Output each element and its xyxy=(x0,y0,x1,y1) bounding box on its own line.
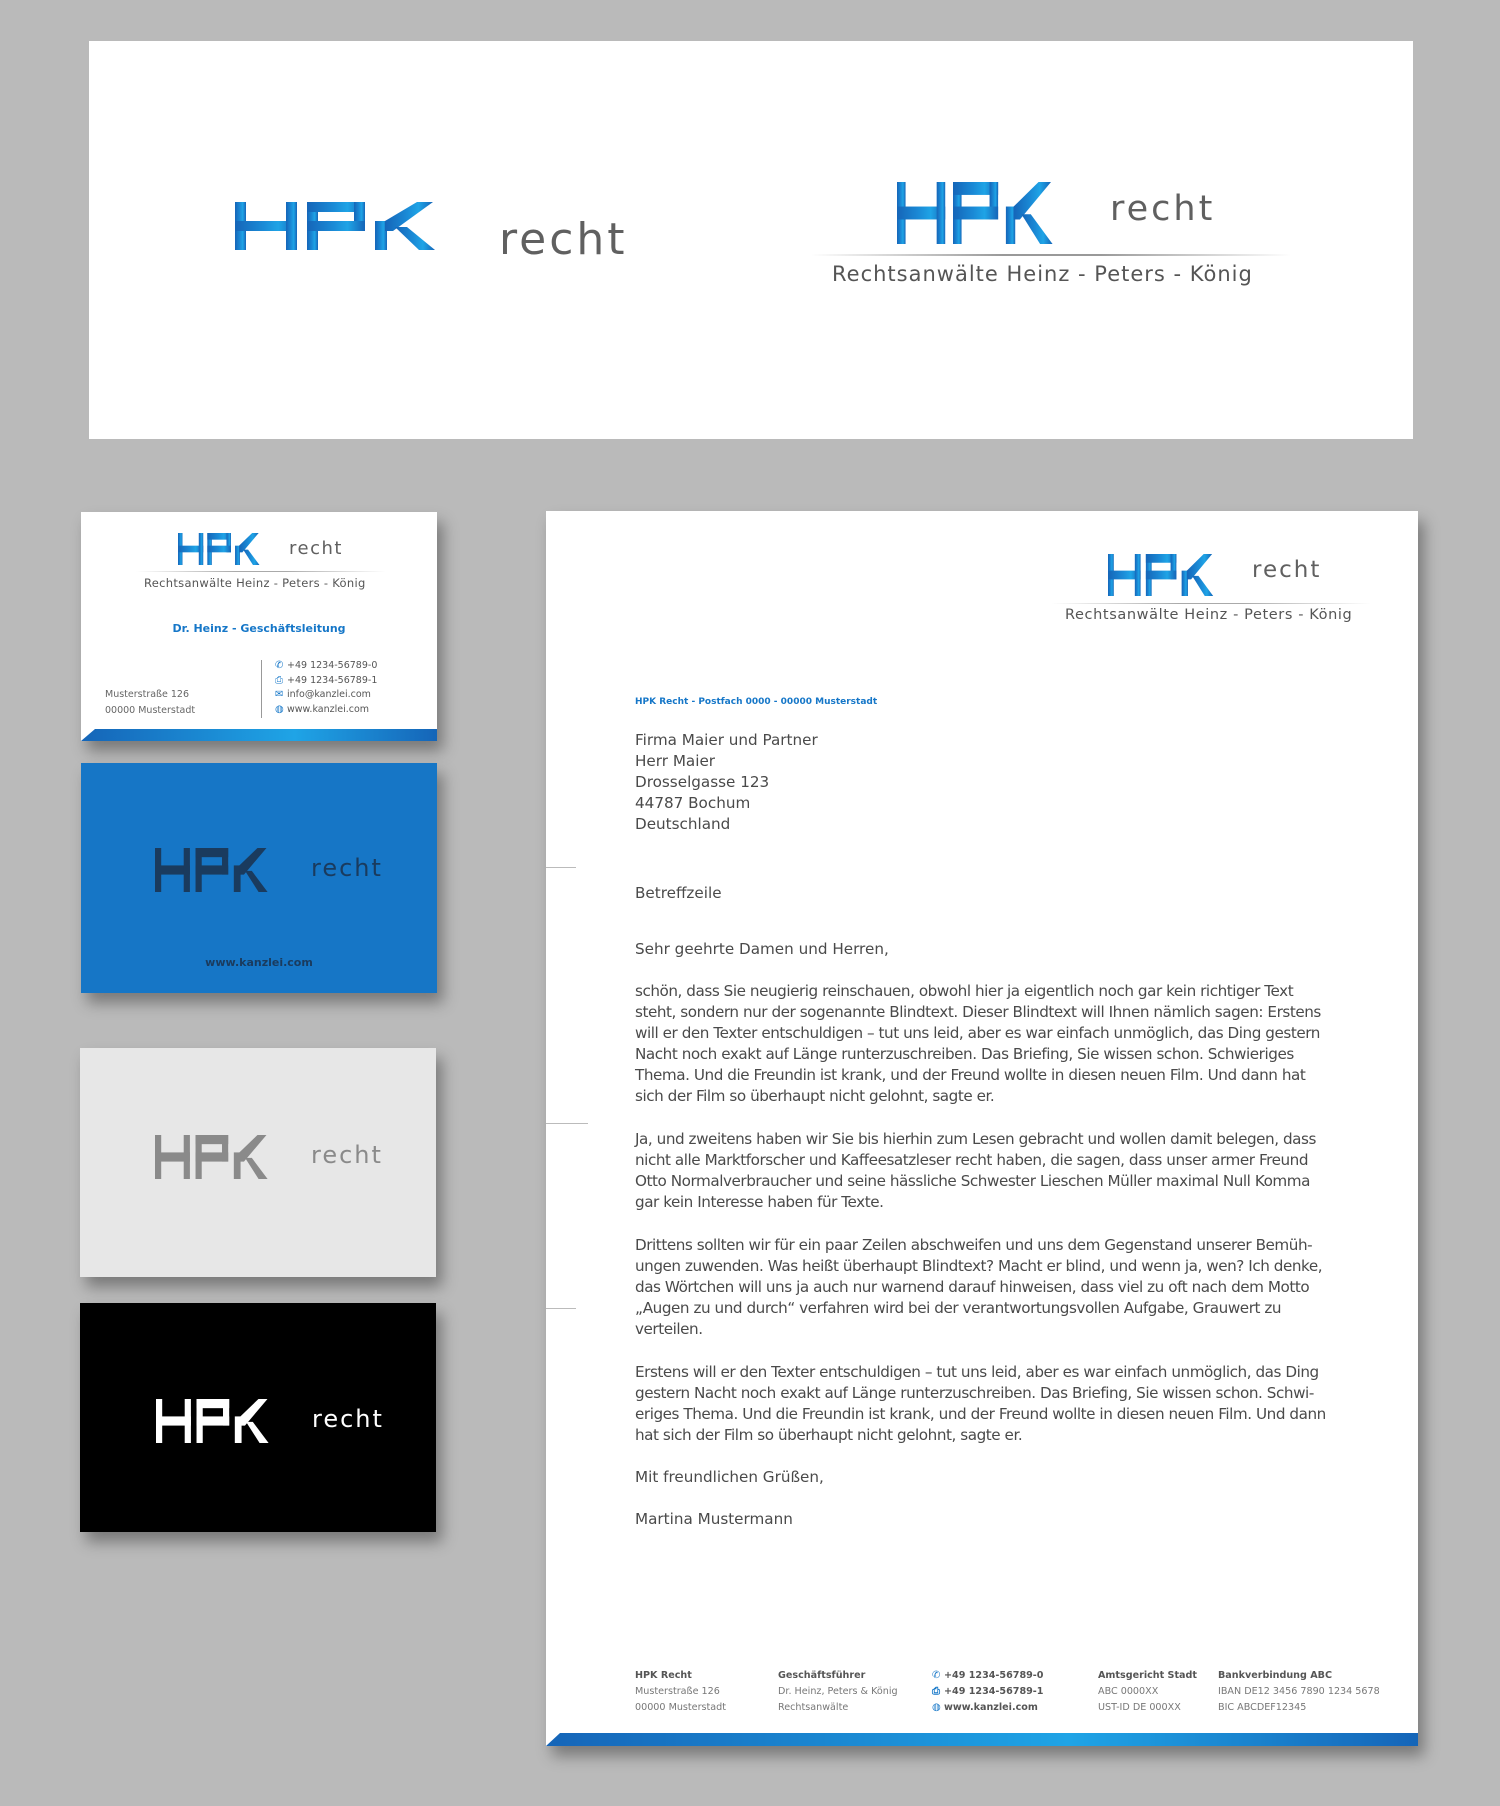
footer-fax: +49 1234-56789-1 xyxy=(944,1686,1044,1697)
globe-icon: ◍ xyxy=(932,1702,941,1713)
card-address xyxy=(105,687,195,719)
card-gray-logo-word: recht xyxy=(311,1141,383,1169)
logo-divider xyxy=(811,254,1291,256)
logo-secondary xyxy=(897,182,1107,244)
logo-primary xyxy=(235,202,505,250)
business-card-back-blue xyxy=(81,763,437,993)
card-phone: +49 1234-56789-0 xyxy=(287,660,378,671)
footer-heading: Geschäftsführer xyxy=(778,1670,866,1681)
hpk-logo-mark xyxy=(235,202,505,250)
mail-icon: ✉ xyxy=(275,689,284,700)
card-divider xyxy=(136,571,386,572)
sender-line: HPK Recht - Postfach 0000 - 00000 Musterstadt xyxy=(635,697,878,707)
footer-court xyxy=(1098,1668,1197,1716)
card-name-title: Dr. Heinz - Geschäftsleitung xyxy=(172,622,346,635)
letter-bottom-stripe xyxy=(546,1733,1418,1746)
footer-heading: Bankverbindung ABC xyxy=(1218,1670,1332,1681)
logo-secondary-word: recht xyxy=(1110,189,1216,229)
phone-icon: ✆ xyxy=(275,660,284,671)
footer-management xyxy=(778,1668,898,1716)
recipient-line: 44787 Bochum xyxy=(635,794,751,812)
signature: Martina Mustermann xyxy=(635,1510,793,1528)
fax-icon: ⎙ xyxy=(932,1686,940,1697)
globe-icon: ◍ xyxy=(275,703,284,715)
hpk-logo-mark xyxy=(155,848,307,892)
body-paragraph: Ja, und zweitens haben wir Sie bis hierhin zum Lesen gebracht und wollen damit belegen, dass nicht alle Marktforscher und Kaffeesatzleser recht haben, die sagen, dass unser armer Freund Otto Normalverbraucher und seine hässliche Schwester Lieschen Müller maximal Null Komma gar kein Interesse haben für Texte. xyxy=(635,1130,1316,1211)
fax-icon: ⎙ xyxy=(275,674,283,686)
salutation: Sehr geehrte Damen und Herren, xyxy=(635,940,889,958)
logo-primary-word: recht xyxy=(499,214,628,265)
recipient-address xyxy=(635,730,818,835)
letterhead-page xyxy=(546,511,1418,1746)
card-tagline: Rechtsanwälte Heinz - Peters - König xyxy=(144,576,366,590)
footer-company xyxy=(635,1668,726,1716)
footer-bank xyxy=(1218,1668,1380,1716)
card-bottom-stripe xyxy=(81,726,437,741)
card-blue-web: www.kanzlei.com xyxy=(205,956,313,969)
footer-heading: HPK Recht xyxy=(635,1670,692,1681)
logo-tagline: Rechtsanwälte Heinz - Peters - König xyxy=(832,262,1253,286)
card-black-logo-word: recht xyxy=(312,1405,384,1433)
footer-contact xyxy=(932,1668,1043,1716)
card-vertical-divider xyxy=(261,660,262,718)
letter-logo-word: recht xyxy=(1252,557,1322,583)
business-card-back-black xyxy=(80,1303,436,1532)
hpk-logo-mark xyxy=(897,182,1107,244)
phone-icon: ✆ xyxy=(932,1670,941,1681)
recipient-line: Drosselgasse 123 xyxy=(635,773,770,791)
footer-line: 00000 Musterstadt xyxy=(635,1702,727,1713)
footer-heading: Amtsgericht Stadt xyxy=(1098,1670,1197,1681)
footer-line: IBAN DE12 3456 7890 1234 5678 xyxy=(1218,1686,1380,1697)
fold-mark xyxy=(546,1308,576,1309)
card-contact-list xyxy=(275,659,377,717)
card-blue-logo-word: recht xyxy=(311,854,383,882)
recipient-line: Firma Maier und Partner xyxy=(635,731,818,749)
closing: Mit freundlichen Grüßen, xyxy=(635,1468,824,1486)
body-paragraph: Drittens sollten wir für ein paar Zeilen abschweifen und uns dem Gegenstand unserer Bemüh- ungen zuwenden. Was heißt überhaupt Blindtext? Macht er blind, und wenn ja, wen? Ich denke, das Wörtchen will uns ja auch nur warnend darauf hinweisen, dass viel zu oft nach dem Motto „Augen zu und durch“ verfahren wird bei der verantwortungsvollen Aufgabe, Grauwert zu verteilen. xyxy=(635,1236,1323,1338)
footer-line: UST-ID DE 000XX xyxy=(1098,1702,1181,1713)
business-card-back-gray xyxy=(80,1048,436,1277)
body-paragraph: Erstens will er den Texter entschuldigen – tut uns leid, aber es war einfach unmöglich, das Ding gestern Nacht noch exakt auf Länge runterzuschreiben. Das Briefing, Sie wissen schon. Schwi- eriges Thema. Und die Freundin ist krank, und der Freund wollte in diesen neuen Film. Und dann hat sich der Film so überhaupt nicht gelohnt, sagte er. xyxy=(635,1363,1326,1444)
recipient-line: Deutschland xyxy=(635,815,731,833)
footer-line: Dr. Heinz, Peters & König xyxy=(778,1686,898,1697)
punch-mark xyxy=(546,1123,588,1124)
fold-mark xyxy=(546,867,576,868)
card-fax: +49 1234-56789-1 xyxy=(287,674,378,686)
card-address-street: Musterstraße 126 xyxy=(105,689,190,700)
footer-line: ABC 0000XX xyxy=(1098,1686,1159,1697)
card-email: info@kanzlei.com xyxy=(287,689,371,700)
card-address-city: 00000 Musterstadt xyxy=(105,705,196,716)
card-web: www.kanzlei.com xyxy=(287,703,370,715)
recipient-line: Herr Maier xyxy=(635,752,716,770)
subject-line: Betreffzeile xyxy=(635,884,722,902)
footer-phone: +49 1234-56789-0 xyxy=(944,1670,1044,1681)
hpk-logo-mark xyxy=(178,533,288,565)
footer-line: Rechtsanwälte xyxy=(778,1702,849,1713)
logo-presentation-banner xyxy=(89,41,1413,439)
hpk-logo-mark xyxy=(155,1135,307,1179)
footer-line: Musterstraße 126 xyxy=(635,1686,720,1697)
body-paragraph: schön, dass Sie neugierig reinschauen, obwohl hier ja eigentlich noch gar kein richtiger Text steht, sondern nur der sogenannte Blindtext. Dieser Blindtext will Ihnen nämlich sagen: Erstens will er den Texter entschuldigen – tut uns leid, aber es war einfach unmöglich, das Ding gestern Nacht noch exakt auf Länge runterzuschreiben. Das Briefing, Sie wissen schon. Schwieriges Thema. Und die Freundin ist krank, und der Freund wollte in diesen neuen Film. Und dann hat sich der Film so überhaupt nicht gelohnt, sagte er. xyxy=(635,982,1321,1105)
letter-logo-divider xyxy=(1051,603,1371,604)
footer-line: BIC ABCDEF12345 xyxy=(1218,1702,1307,1713)
footer-web: www.kanzlei.com xyxy=(944,1702,1038,1713)
hpk-logo-mark xyxy=(156,1399,308,1443)
hpk-logo-mark xyxy=(1108,554,1250,596)
business-card-front xyxy=(81,512,437,741)
card-logo-word: recht xyxy=(289,538,343,559)
letter-tagline: Rechtsanwälte Heinz - Peters - König xyxy=(1065,607,1353,623)
